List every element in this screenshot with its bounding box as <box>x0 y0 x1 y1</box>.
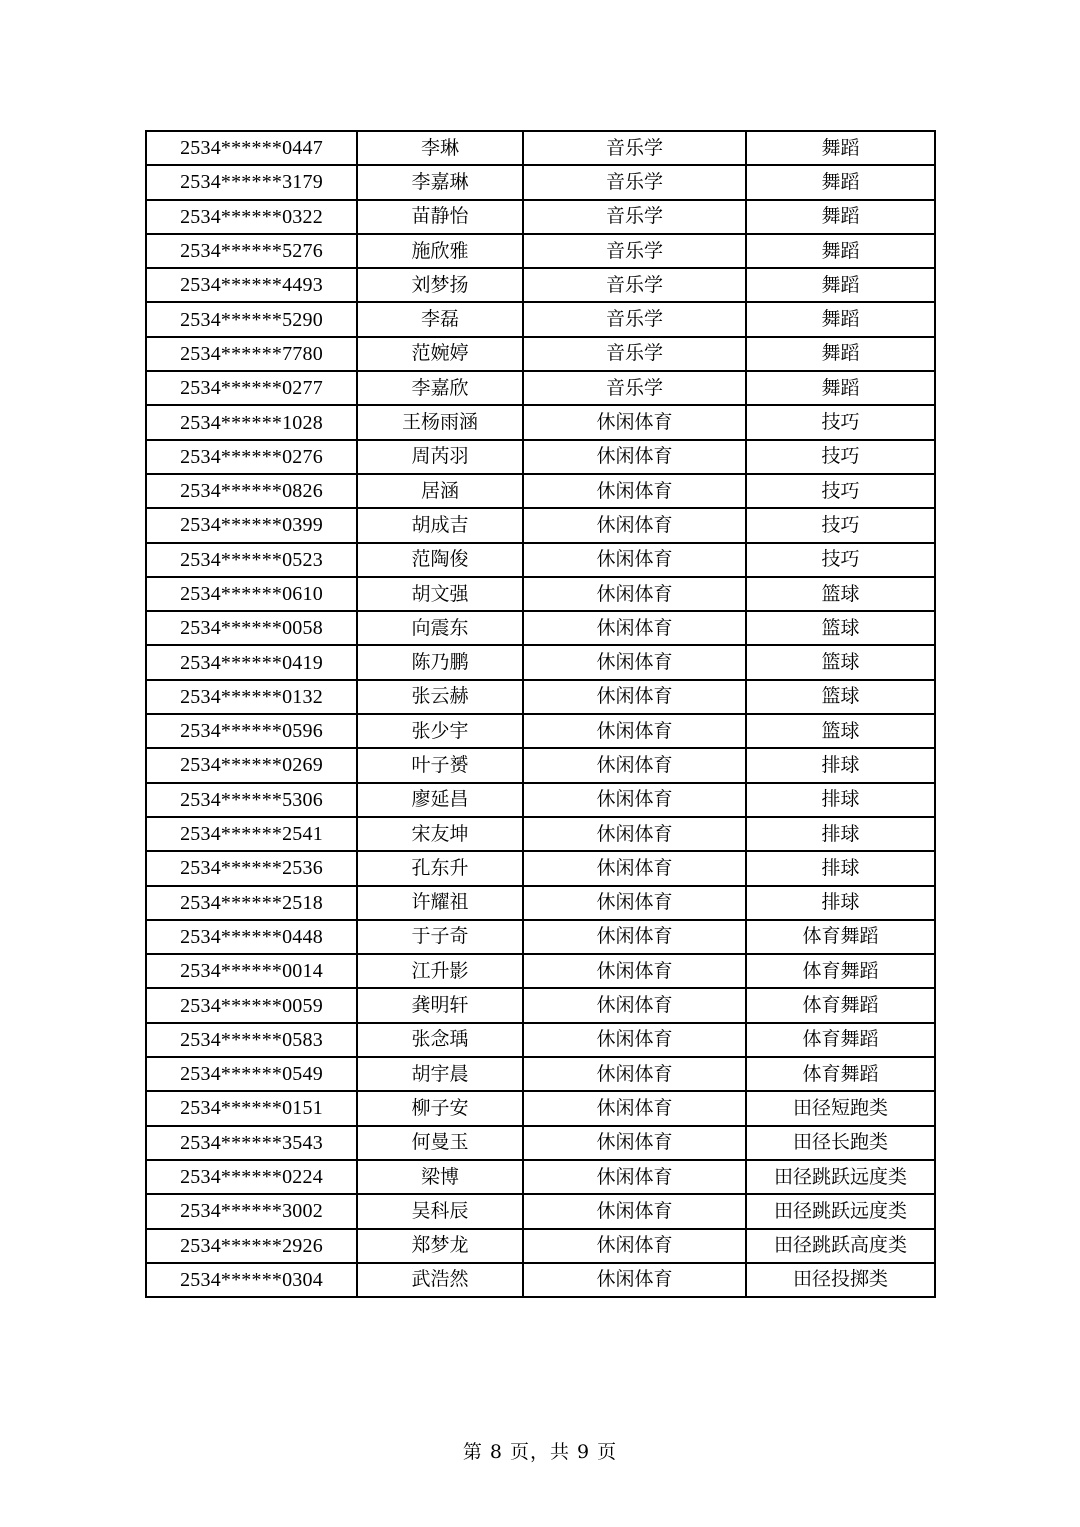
exam-id-cell: 2534******0549 <box>146 1057 357 1091</box>
student-name-cell: 梁博 <box>357 1160 523 1194</box>
major-cell: 休闲体育 <box>523 1194 746 1228</box>
category-cell: 体育舞蹈 <box>746 988 935 1022</box>
category-cell: 技巧 <box>746 508 935 542</box>
major-cell: 休闲体育 <box>523 577 746 611</box>
category-cell: 舞蹈 <box>746 337 935 371</box>
table-row <box>146 371 935 405</box>
table-row <box>146 1126 935 1160</box>
student-name-cell: 周芮羽 <box>357 440 523 474</box>
major-cell: 休闲体育 <box>523 1023 746 1057</box>
student-name-cell: 施欣雅 <box>357 234 523 268</box>
category-cell: 田径跳跃远度类 <box>746 1194 935 1228</box>
student-name-cell: 张云赫 <box>357 680 523 714</box>
exam-id-cell: 2534******5290 <box>146 302 357 336</box>
student-name-cell: 范婉婷 <box>357 337 523 371</box>
major-cell: 休闲体育 <box>523 817 746 851</box>
student-name-cell: 孔东升 <box>357 851 523 885</box>
major-cell: 音乐学 <box>523 165 746 199</box>
major-cell: 休闲体育 <box>523 954 746 988</box>
major-cell: 休闲体育 <box>523 886 746 920</box>
table-row <box>146 748 935 782</box>
major-cell: 休闲体育 <box>523 680 746 714</box>
table-row <box>146 714 935 748</box>
table-row <box>146 1194 935 1228</box>
major-cell: 音乐学 <box>523 234 746 268</box>
table-row <box>146 611 935 645</box>
category-cell: 体育舞蹈 <box>746 1057 935 1091</box>
table-row <box>146 645 935 679</box>
category-cell: 舞蹈 <box>746 268 935 302</box>
category-cell: 田径跳跃远度类 <box>746 1160 935 1194</box>
major-cell: 休闲体育 <box>523 1091 746 1125</box>
major-cell: 音乐学 <box>523 337 746 371</box>
student-name-cell: 吴科辰 <box>357 1194 523 1228</box>
student-name-cell: 许耀祖 <box>357 886 523 920</box>
exam-id-cell: 2534******0304 <box>146 1263 357 1297</box>
major-cell: 休闲体育 <box>523 1160 746 1194</box>
category-cell: 篮球 <box>746 611 935 645</box>
major-cell: 休闲体育 <box>523 714 746 748</box>
exam-id-cell: 2534******0132 <box>146 680 357 714</box>
category-cell: 田径短跑类 <box>746 1091 935 1125</box>
exam-id-cell: 2534******0269 <box>146 748 357 782</box>
category-cell: 舞蹈 <box>746 302 935 336</box>
student-name-cell: 李琳 <box>357 131 523 165</box>
category-cell: 排球 <box>746 851 935 885</box>
category-cell: 排球 <box>746 783 935 817</box>
exam-id-cell: 2534******7780 <box>146 337 357 371</box>
exam-id-cell: 2534******0583 <box>146 1023 357 1057</box>
exam-id-cell: 2534******2518 <box>146 886 357 920</box>
table-row <box>146 440 935 474</box>
exam-id-cell: 2534******0399 <box>146 508 357 542</box>
category-cell: 技巧 <box>746 474 935 508</box>
exam-id-cell: 2534******0322 <box>146 200 357 234</box>
exam-id-cell: 2534******2541 <box>146 817 357 851</box>
roster-body <box>146 131 935 1297</box>
category-cell: 舞蹈 <box>746 131 935 165</box>
table-row <box>146 680 935 714</box>
exam-id-cell: 2534******5306 <box>146 783 357 817</box>
category-cell: 篮球 <box>746 645 935 679</box>
student-name-cell: 苗静怡 <box>357 200 523 234</box>
category-cell: 技巧 <box>746 543 935 577</box>
table-row <box>146 165 935 199</box>
exam-id-cell: 2534******0447 <box>146 131 357 165</box>
major-cell: 休闲体育 <box>523 748 746 782</box>
category-cell: 篮球 <box>746 714 935 748</box>
category-cell: 体育舞蹈 <box>746 920 935 954</box>
student-name-cell: 廖延昌 <box>357 783 523 817</box>
major-cell: 休闲体育 <box>523 474 746 508</box>
exam-id-cell: 2534******0419 <box>146 645 357 679</box>
major-cell: 休闲体育 <box>523 440 746 474</box>
table-row <box>146 954 935 988</box>
category-cell: 体育舞蹈 <box>746 1023 935 1057</box>
table-row <box>146 886 935 920</box>
category-cell: 技巧 <box>746 440 935 474</box>
category-cell: 舞蹈 <box>746 200 935 234</box>
table-row <box>146 337 935 371</box>
table-row <box>146 234 935 268</box>
student-name-cell: 郑梦龙 <box>357 1229 523 1263</box>
exam-id-cell: 2534******3002 <box>146 1194 357 1228</box>
table-row <box>146 405 935 439</box>
major-cell: 音乐学 <box>523 131 746 165</box>
table-row <box>146 920 935 954</box>
student-name-cell: 范陶俊 <box>357 543 523 577</box>
table-row <box>146 988 935 1022</box>
table-row <box>146 1091 935 1125</box>
major-cell: 休闲体育 <box>523 611 746 645</box>
major-cell: 休闲体育 <box>523 1057 746 1091</box>
table-row <box>146 783 935 817</box>
exam-id-cell: 2534******0276 <box>146 440 357 474</box>
table-row <box>146 1263 935 1297</box>
exam-id-cell: 2534******0151 <box>146 1091 357 1125</box>
student-name-cell: 胡成吉 <box>357 508 523 542</box>
student-name-cell: 龚明轩 <box>357 988 523 1022</box>
exam-id-cell: 2534******3179 <box>146 165 357 199</box>
table-row <box>146 474 935 508</box>
table-row <box>146 577 935 611</box>
exam-id-cell: 2534******5276 <box>146 234 357 268</box>
major-cell: 休闲体育 <box>523 1229 746 1263</box>
table-row <box>146 543 935 577</box>
student-name-cell: 王杨雨涵 <box>357 405 523 439</box>
table-row <box>146 508 935 542</box>
category-cell: 舞蹈 <box>746 371 935 405</box>
student-name-cell: 胡文强 <box>357 577 523 611</box>
exam-id-cell: 2534******0058 <box>146 611 357 645</box>
exam-id-cell: 2534******0014 <box>146 954 357 988</box>
major-cell: 休闲体育 <box>523 1126 746 1160</box>
table-row <box>146 817 935 851</box>
major-cell: 休闲体育 <box>523 508 746 542</box>
major-cell: 休闲体育 <box>523 851 746 885</box>
major-cell: 休闲体育 <box>523 783 746 817</box>
student-name-cell: 胡宇晨 <box>357 1057 523 1091</box>
exam-id-cell: 2534******4493 <box>146 268 357 302</box>
major-cell: 休闲体育 <box>523 1263 746 1297</box>
table-row <box>146 268 935 302</box>
table-row <box>146 200 935 234</box>
exam-id-cell: 2534******3543 <box>146 1126 357 1160</box>
category-cell: 舞蹈 <box>746 165 935 199</box>
major-cell: 休闲体育 <box>523 645 746 679</box>
student-name-cell: 柳子安 <box>357 1091 523 1125</box>
table-row <box>146 302 935 336</box>
student-name-cell: 张念瑀 <box>357 1023 523 1057</box>
table-row <box>146 131 935 165</box>
category-cell: 舞蹈 <box>746 234 935 268</box>
page-number-footer: 第 8 页，共 9 页 <box>462 1441 618 1463</box>
table-row <box>146 851 935 885</box>
exam-id-cell: 2534******0224 <box>146 1160 357 1194</box>
major-cell: 休闲体育 <box>523 405 746 439</box>
exam-id-cell: 2534******0059 <box>146 988 357 1022</box>
category-cell: 篮球 <box>746 680 935 714</box>
category-cell: 排球 <box>746 817 935 851</box>
category-cell: 篮球 <box>746 577 935 611</box>
exam-id-cell: 2534******0610 <box>146 577 357 611</box>
student-name-cell: 武浩然 <box>357 1263 523 1297</box>
major-cell: 音乐学 <box>523 268 746 302</box>
table-row <box>146 1023 935 1057</box>
student-name-cell: 李嘉欣 <box>357 371 523 405</box>
exam-id-cell: 2534******0277 <box>146 371 357 405</box>
table-row <box>146 1057 935 1091</box>
student-name-cell: 刘梦扬 <box>357 268 523 302</box>
exam-id-cell: 2534******0826 <box>146 474 357 508</box>
student-name-cell: 向震东 <box>357 611 523 645</box>
exam-id-cell: 2534******0596 <box>146 714 357 748</box>
student-name-cell: 居涵 <box>357 474 523 508</box>
category-cell: 排球 <box>746 748 935 782</box>
exam-id-cell: 2534******2536 <box>146 851 357 885</box>
major-cell: 音乐学 <box>523 371 746 405</box>
category-cell: 排球 <box>746 886 935 920</box>
major-cell: 音乐学 <box>523 200 746 234</box>
major-cell: 休闲体育 <box>523 543 746 577</box>
student-name-cell: 于子奇 <box>357 920 523 954</box>
category-cell: 体育舞蹈 <box>746 954 935 988</box>
student-name-cell: 李嘉琳 <box>357 165 523 199</box>
student-name-cell: 何曼玉 <box>357 1126 523 1160</box>
major-cell: 休闲体育 <box>523 920 746 954</box>
category-cell: 技巧 <box>746 405 935 439</box>
student-name-cell: 陈乃鹏 <box>357 645 523 679</box>
student-name-cell: 江升影 <box>357 954 523 988</box>
student-roster-table <box>145 130 936 1298</box>
exam-id-cell: 2534******1028 <box>146 405 357 439</box>
student-name-cell: 叶子赟 <box>357 748 523 782</box>
exam-id-cell: 2534******0523 <box>146 543 357 577</box>
major-cell: 音乐学 <box>523 302 746 336</box>
category-cell: 田径投掷类 <box>746 1263 935 1297</box>
student-name-cell: 李磊 <box>357 302 523 336</box>
exam-id-cell: 2534******2926 <box>146 1229 357 1263</box>
table-row <box>146 1229 935 1263</box>
table-row <box>146 1160 935 1194</box>
category-cell: 田径跳跃高度类 <box>746 1229 935 1263</box>
major-cell: 休闲体育 <box>523 988 746 1022</box>
category-cell: 田径长跑类 <box>746 1126 935 1160</box>
student-name-cell: 张少宇 <box>357 714 523 748</box>
student-name-cell: 宋友坤 <box>357 817 523 851</box>
exam-id-cell: 2534******0448 <box>146 920 357 954</box>
